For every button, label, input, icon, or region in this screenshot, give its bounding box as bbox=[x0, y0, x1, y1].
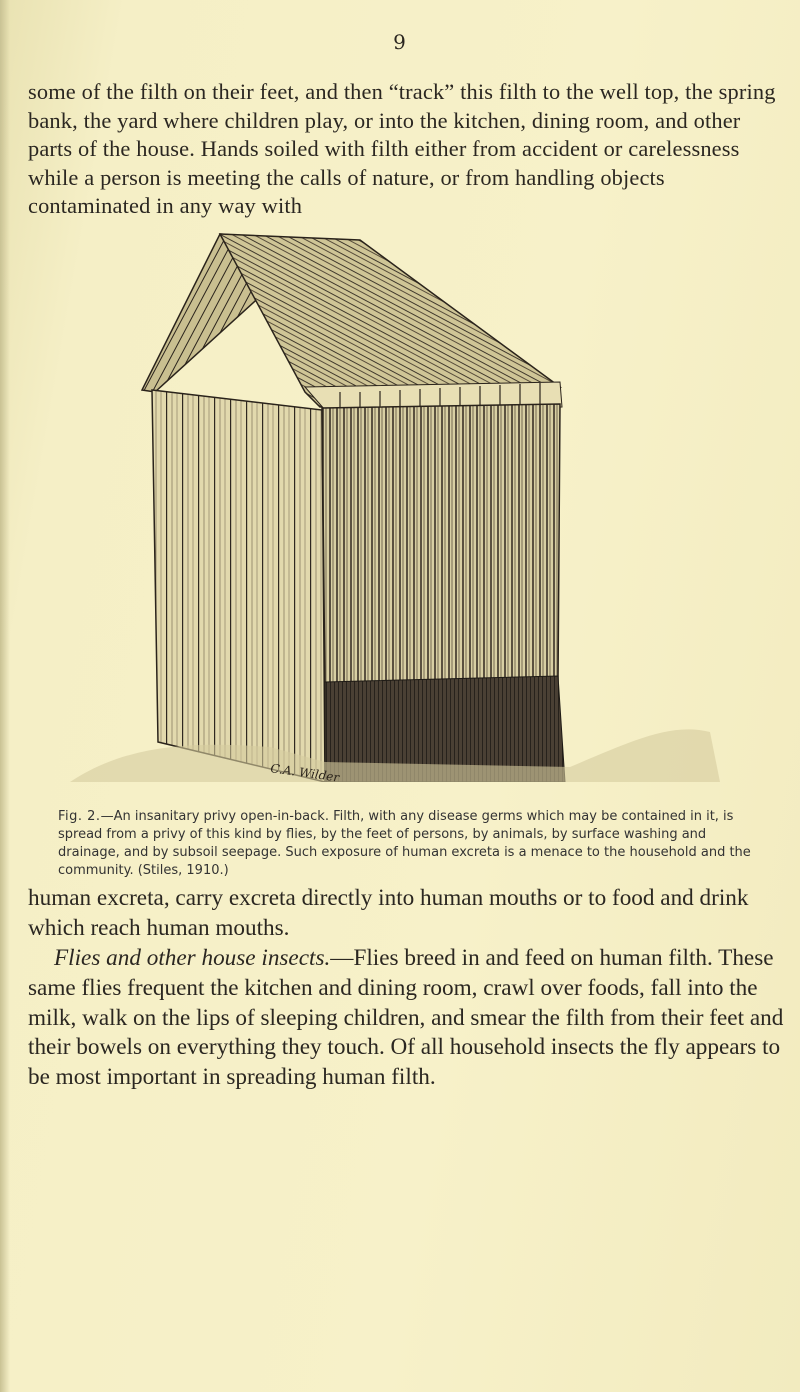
figure-caption bbox=[58, 808, 758, 880]
engraver-signature: C.A. Wilder bbox=[269, 761, 341, 782]
flies-heading: Flies and other house insects. bbox=[54, 945, 331, 971]
paragraph-flies bbox=[28, 944, 788, 1093]
figure-caption-label: Fig. 2. bbox=[58, 809, 101, 824]
page-number: 9 bbox=[393, 30, 407, 54]
paragraph-bottom: human excreta, carry excreta directly into human mouths or to food and drink which reach human mouths. bbox=[28, 885, 749, 941]
privy-illustration bbox=[70, 222, 720, 782]
flies-text: —Flies breed in and feed on human filth. These same flies frequent the kitchen and dining room, crawl over foods, fall into the milk, walk on the lips of sleeping children, and smear the filth from their feet and their bowels on everything they touch. Of all household insects the fly appears to be most important in spreading human filth. bbox=[28, 945, 784, 1091]
figure-caption-text: —An insanitary privy open-in-back. Filth, with any disease germs which may be contained in it, is spread from a privy of this kind by flies, by the feet of persons, by animals, by surface washing and drainage, and by subsoil seepage. Such exposure of human excreta is a menace to the household and the community. (Stiles, 1910.) bbox=[58, 809, 751, 878]
paragraph-top: some of the filth on their feet, and then “track” this filth to the well top, the spring bank, the yard where children play, or into the kitchen, dining room, and other parts of the house. Hands soiled with filth either from accident or carelessness while a person is meeting the calls of nature, or from handling objects contaminated in any way with bbox=[28, 79, 776, 218]
